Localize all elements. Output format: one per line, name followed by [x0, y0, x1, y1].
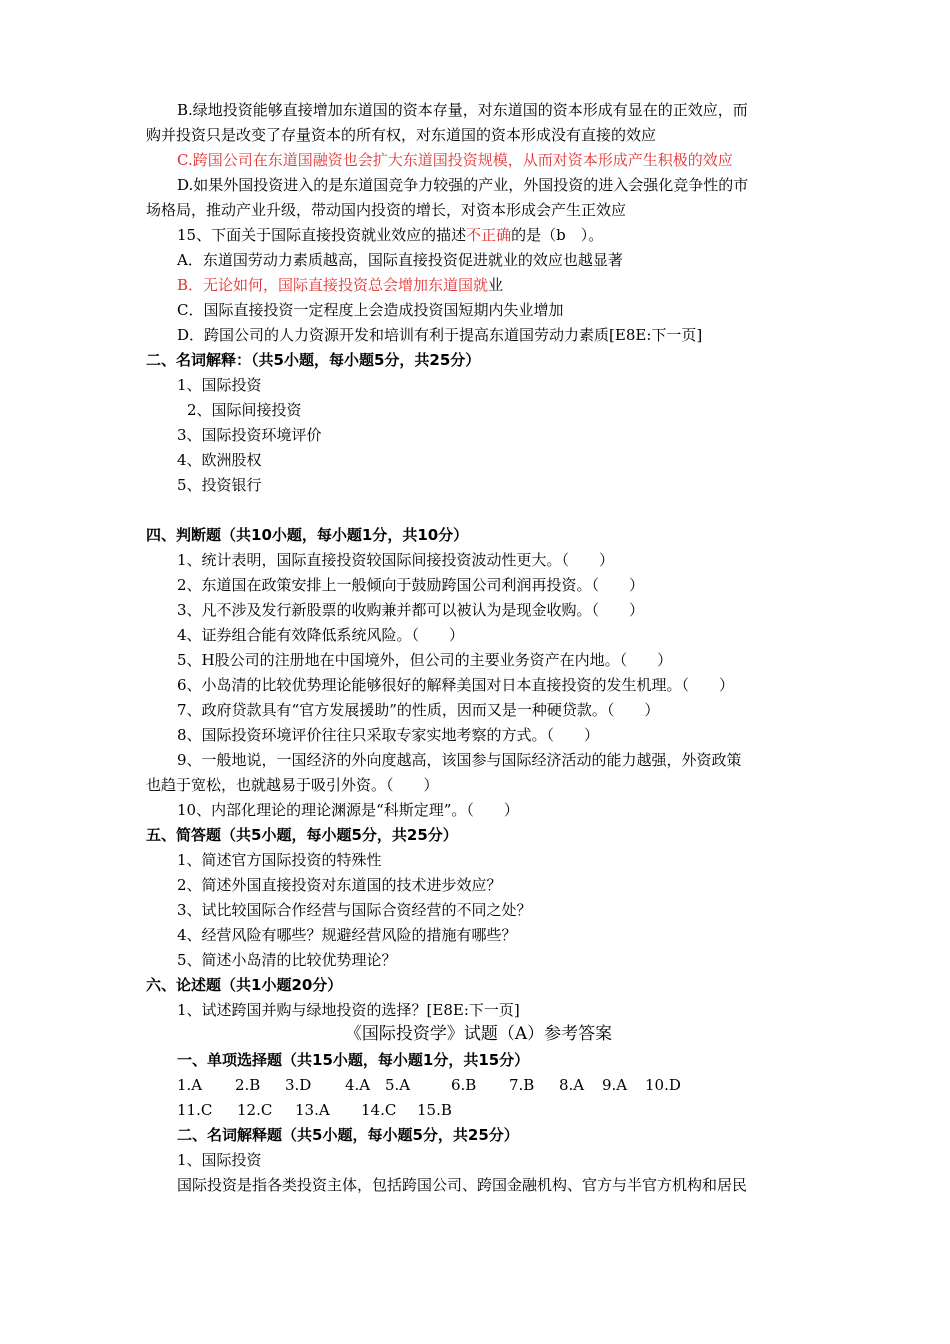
q15-stem-emphasis: 不正确	[466, 226, 512, 244]
section5-title: 五、简答题（共5小题，每小题5分，共25分）	[146, 826, 458, 844]
answer-cell: 8.A	[559, 1076, 585, 1094]
section2-item: 2、国际间接投资	[187, 401, 302, 419]
answer-cell: 14.C	[361, 1101, 397, 1119]
section5-item: 3、试比较国际合作经营与国际合资经营的不同之处？	[177, 901, 532, 919]
answer-section1-title: 一、单项选择题（共15小题，每小题1分，共15分）	[177, 1051, 530, 1069]
q15-stem	[177, 223, 842, 248]
answer-cell: 2.B	[235, 1076, 261, 1094]
answer-cell: 1.A	[177, 1076, 203, 1094]
q15-option-b-red: B．无论如何，国际直接投资总会增加东道国就	[177, 276, 489, 294]
section4-item9-line2: 也趋于宽松，也就越易于吸引外资。（ ）	[146, 776, 439, 794]
section2-title: 二、名词解释：（共5小题，每小题5分，共25分）	[146, 351, 481, 369]
answer-section2-title: 二、名词解释题（共5小题，每小题5分，共25分）	[177, 1126, 519, 1144]
section2-item: 4、欧洲股权	[177, 451, 262, 469]
answer-cell: 11.C	[177, 1101, 213, 1119]
section2-item: 3、国际投资环境评价	[177, 426, 322, 444]
section4-item: 6、小岛清的比较优势理论能够很好的解释美国对日本直接投资的发生机理。（ ）	[177, 676, 735, 694]
section5-item: 2、简述外国直接投资对东道国的技术进步效应？	[177, 876, 502, 894]
answer-key-title: 《国际投资学》试题（A）参考答案	[344, 1024, 613, 1044]
q14-option-b-line1: B.绿地投资能够直接增加东道国的资本存量，对东道国的资本形成有显在的正效应，而	[177, 101, 748, 119]
section2-item: 5、投资银行	[177, 476, 262, 494]
section6-title: 六、论述题（共1小题20分）	[146, 976, 343, 994]
q15-option-a: A．东道国劳动力素质越高，国际直接投资促进就业的效应也越显著	[177, 251, 623, 269]
q14-option-d-line2: 场格局，推动产业升级，带动国内投资的增长，对资本形成会产生正效应	[146, 201, 627, 219]
q15-option-b	[177, 273, 842, 298]
section4-title: 四、判断题（共10小题，每小题1分，共10分）	[146, 526, 469, 544]
section5-item: 4、经营风险有哪些？规避经营风险的措施有哪些？	[177, 926, 517, 944]
section4-item: 1、统计表明，国际直接投资较国际间接投资波动性更大。（ ）	[177, 551, 615, 569]
q14-option-d-line1: D.如果外国投资进入的是东道国竞争力较强的产业，外国投资的进入会强化竞争性的市	[177, 176, 749, 194]
answer-row-2	[177, 1098, 842, 1123]
answer-cell: 6.B	[451, 1076, 477, 1094]
answer-section2-item1-text: 国际投资是指各类投资主体，包括跨国公司、跨国金融机构、官方与半官方机构和居民	[177, 1176, 748, 1194]
section4-item10: 10、内部化理论的理论渊源是“科斯定理”。（ ）	[177, 801, 519, 819]
q14-option-c: C.跨国公司在东道国融资也会扩大东道国投资规模，从而对资本形成产生积极的效应	[177, 151, 733, 169]
section2-item: 1、国际投资	[177, 376, 262, 394]
section4-item: 3、凡不涉及发行新股票的收购兼并都可以被认为是现金收购。（ ）	[177, 601, 645, 619]
q15-stem-end: 的是（b ）。	[511, 226, 604, 244]
section4-item9-line1: 9、一般地说，一国经济的外向度越高，该国参与国际经济活动的能力越强，外资政策	[177, 751, 742, 769]
answer-cell: 13.A	[295, 1101, 330, 1119]
section4-item: 5、H股公司的注册地在中国境外，但公司的主要业务资产在内地。（ ）	[177, 651, 673, 669]
answer-cell: 12.C	[237, 1101, 273, 1119]
section6-item: 1、试述跨国并购与绿地投资的选择？[E8E:下一页]	[177, 1001, 520, 1019]
answer-cell: 3.D	[285, 1076, 312, 1094]
section4-item: 7、政府贷款具有“官方发展援助”的性质，因而又是一种硬贷款。（ ）	[177, 701, 660, 719]
section5-item: 5、简述小岛清的比较优势理论？	[177, 951, 397, 969]
q15-option-c: C．国际直接投资一定程度上会造成投资国短期内失业增加	[177, 301, 564, 319]
q15-option-b-tail: 业	[488, 276, 504, 294]
section5-item: 1、简述官方国际投资的特殊性	[177, 851, 382, 869]
answer-cell: 15.B	[417, 1101, 452, 1119]
answer-cell: 10.D	[645, 1076, 681, 1094]
answer-row-1	[177, 1073, 842, 1098]
section4-item: 2、东道国在政策安排上一般倾向于鼓励跨国公司利润再投资。（ ）	[177, 576, 645, 594]
q15-stem-start: 15、下面关于国际直接投资就业效应的描述	[177, 226, 467, 244]
answer-section2-item1: 1、国际投资	[177, 1151, 262, 1169]
section4-item: 8、国际投资环境评价往往只采取专家实地考察的方式。（ ）	[177, 726, 600, 744]
answer-cell: 5.A	[385, 1076, 411, 1094]
answer-cell: 7.B	[509, 1076, 535, 1094]
answer-cell: 4.A	[345, 1076, 371, 1094]
answer-cell: 9.A	[602, 1076, 628, 1094]
q15-option-d: D．跨国公司的人力资源开发和培训有利于提高东道国劳动力素质[E8E:下一页]	[177, 326, 703, 344]
q14-option-b-line2: 购并投资只是改变了存量资本的所有权，对东道国的资本形成没有直接的效应	[146, 126, 657, 144]
section4-item: 4、证券组合能有效降低系统风险。（ ）	[177, 626, 465, 644]
